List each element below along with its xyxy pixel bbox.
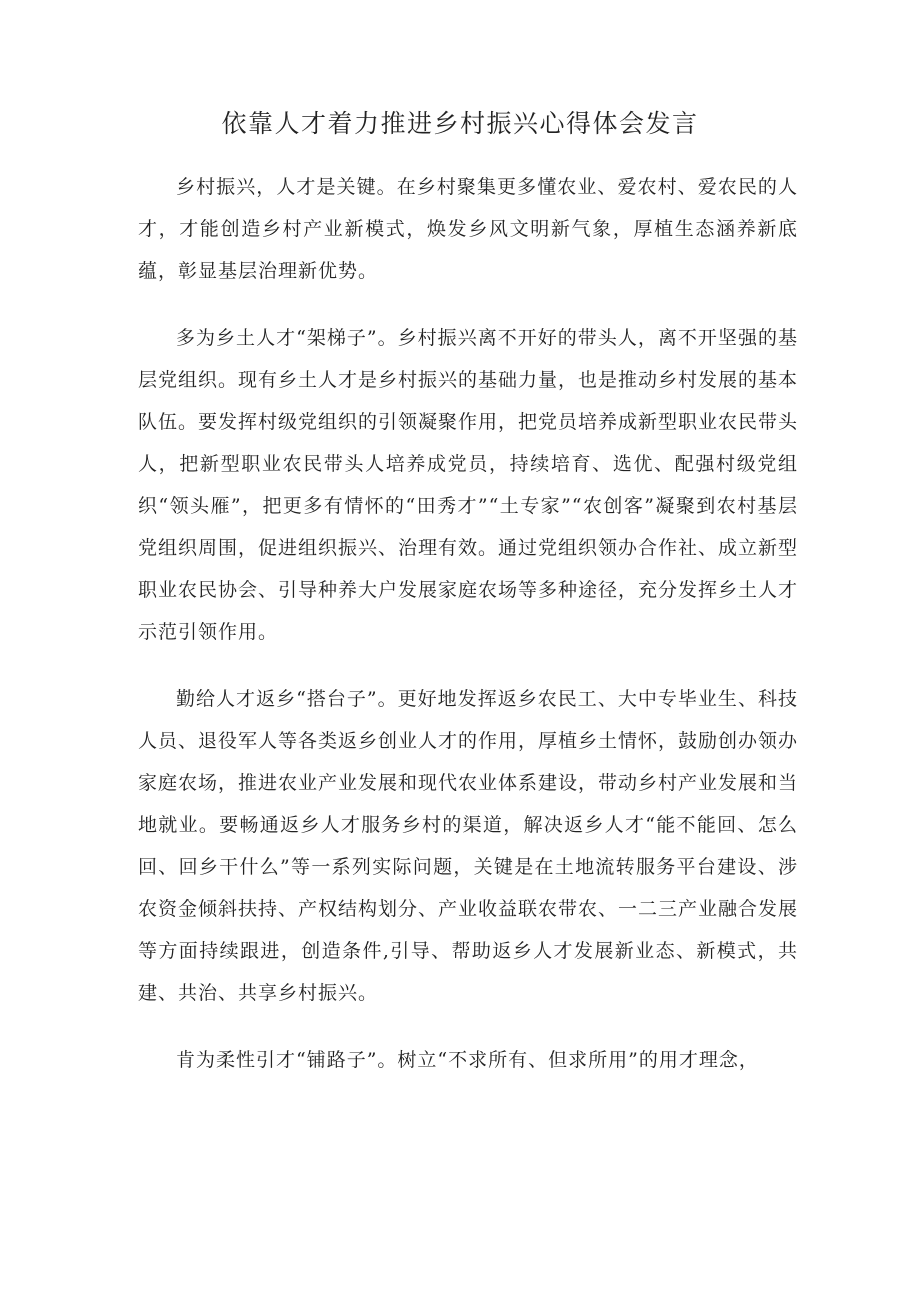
paragraph-1: 乡村振兴，人才是关键。在乡村聚集更多懂农业、爱农村、爱农民的人才，才能创造乡村产业新模式，焕发乡风文明新气象，厚植生态涵养新底蕴，彰显基层治理新优势。: [138, 176, 798, 282]
paragraph-4: 肯为柔性引才“铺路子”。树立“不求所有、但求所用”的用才理念，: [176, 1049, 759, 1071]
paragraph-2: 多为乡土人才“架梯子”。乡村振兴离不开好的带头人，离不开坚强的基层党组织。现有乡土人才是乡村振兴的基础力量，也是推动乡村发展的基本队伍。要发挥村级党组织的引领凝聚作用，把党员培养成新型职业农民带头人，把新型职业农民带头人培养成党员，持续培育、选优、配强村级党组织“领头雁”，把更多有情怀的“田秀才”“土专家”“农创客”凝聚到农村基层党组织周围，促进组织振兴、治理有效。通过党组织领办合作社、成立新型职业农民协会、引导种养大户发展家庭农场等多种途径，充分发挥乡土人才示范引领作用。: [138, 327, 799, 643]
document-title: 依靠人才着力推进乡村振兴心得体会发言: [221, 109, 699, 138]
document-body: [138, 166, 798, 1106]
paragraph-3: 勤给人才返乡“搭台子”。更好地发挥返乡农民工、大中专毕业生、科技人员、退役军人等各类返乡创业人才的作用，厚植乡土情怀，鼓励创办领办家庭农场，推进农业产业发展和现代农业体系建设，带动乡村产业发展和当地就业。要畅通返乡人才服务乡村的渠道，解决返乡人才“能不能回、怎么回、回乡干什么”等一系列实际问题，关键是在土地流转服务平台建设、涉农资金倾斜扶持、产权结构划分、产业收益联农带农、一二三产业融合发展等方面持续跟进，创造条件,引导、帮助返乡人才发展新业态、新模式，共建、共治、共享乡村振兴。: [138, 688, 799, 1004]
